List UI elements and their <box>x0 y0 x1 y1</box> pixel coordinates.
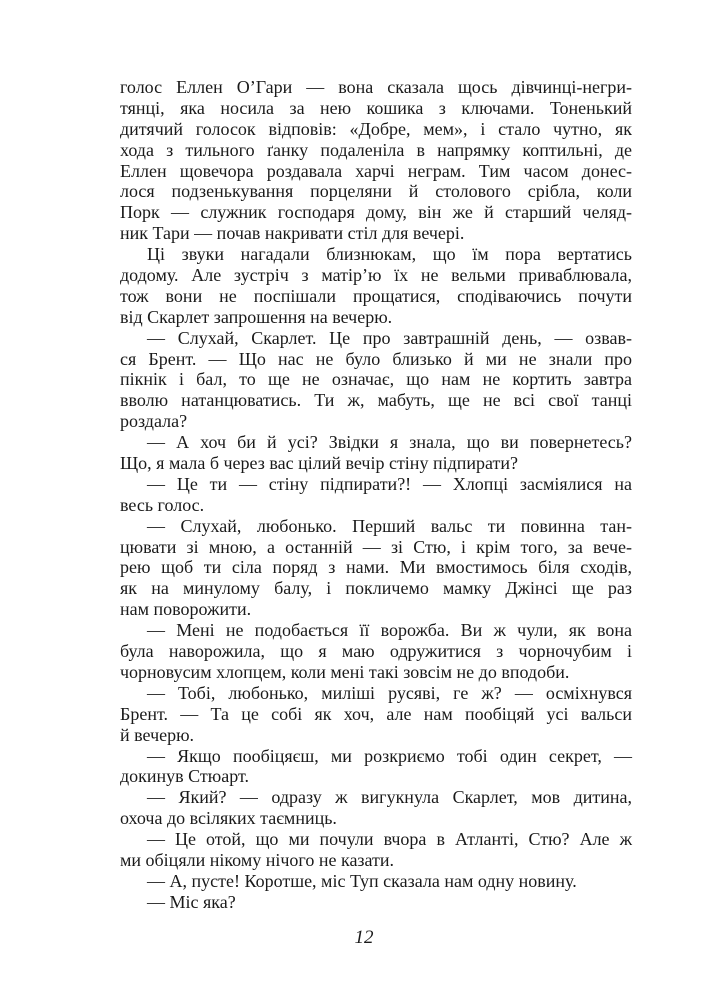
text-line: хода з тильного ґанку подаленіла в напрямку коптильні, де <box>120 139 632 160</box>
text-line: роздала? <box>120 411 188 432</box>
text-line: додому. Але зустріч з матір’ю їх не вельми приваблювала, <box>120 265 632 286</box>
text-line: — Міс яка? <box>147 891 236 912</box>
text-line: й вечерю. <box>120 724 195 745</box>
text-line: — Це ти — стіну підпирати?! — Хлопці засміялися на <box>147 473 632 494</box>
page-number: 12 <box>354 927 374 948</box>
text-line: Брент. — Та це собі як хоч, але нам пообіцяй усі вальси <box>120 703 632 724</box>
paragraph <box>120 829 632 871</box>
text-line: голос Еллен О’Гари — вона сказала щось дівчинці-негри- <box>120 77 632 97</box>
paragraph <box>120 328 632 432</box>
text-line: пікнік і бал, то ще не означає, що нам не кортить завтра <box>120 369 632 390</box>
text-line: Порк — служник господаря дому, він же й старший челяд- <box>120 202 632 223</box>
paragraph <box>120 516 632 620</box>
text-line: вволю натанцюватись. Ти ж, мабуть, ще не всі свої танці <box>120 390 632 411</box>
text-line: Ці звуки нагадали близнюкам, що їм пора вертатись <box>147 244 632 265</box>
paragraph <box>120 871 632 892</box>
paragraph <box>120 77 632 244</box>
paragraph <box>120 746 632 788</box>
text-line: як на минулому балу, і покличемо мамку Джінсі ще раз <box>120 578 632 599</box>
text-line: ся Брент. — Що нас не було близько й ми не знали про <box>120 348 632 369</box>
text-line: була наворожила, що я маю одружитися з чорночубим і <box>120 641 632 662</box>
text-line: тож вони не поспішали прощатися, сподіваючись почути <box>120 285 632 306</box>
paragraph <box>120 620 632 683</box>
text-line: докинув Стюарт. <box>120 766 250 787</box>
text-line: рею щоб ти сіла поряд з нами. Ми вмостимось біля сходів, <box>120 557 632 578</box>
text-line: — Тобі, любонько, миліші русяві, ге ж? — осміхнувся <box>147 682 632 703</box>
text-line: — Якщо пообіцяєш, ми розкриємо тобі один секрет, — <box>147 745 632 766</box>
text-line: цювати зі мною, а останній — зі Стю, і крім того, за вече- <box>120 536 632 557</box>
paragraph <box>120 787 632 829</box>
text-line: Еллен щовечора роздавала харчі неграм. Тим часом донес- <box>120 160 632 181</box>
text-line: тянці, яка носила за нею кошика з ключами. Тоненький <box>120 97 632 118</box>
text-line: від Скарлет запрошення на вечерю. <box>120 306 393 327</box>
text-line: нам поворожити. <box>120 599 252 620</box>
text-line: лося подзенькування порцеляни й столового срібла, коли <box>120 181 632 202</box>
paragraph <box>120 432 632 474</box>
text-line: — Це отой, що ми почули вчора в Атланті, Стю? Але ж <box>147 829 632 850</box>
book-page-text <box>120 77 632 913</box>
text-line: — Слухай, Скарлет. Це про завтрашній день, — озвав- <box>147 327 632 348</box>
text-line: ми обіцяли нікому нічого не казати. <box>120 849 395 870</box>
text-line: — Мені не подобається її ворожба. Ви ж чули, як вона <box>147 620 632 641</box>
text-line: Що, я мала б через вас цілий вечір стіну підпирати? <box>120 453 519 474</box>
paragraph <box>120 474 632 516</box>
paragraph <box>120 683 632 746</box>
text-line: — А хоч би й усі? Звідки я знала, що ви повернетесь? <box>147 432 632 453</box>
text-line: чорновусим хлопцем, коли мені такі зовсім не до вподоби. <box>120 661 570 682</box>
text-line: весь голос. <box>120 494 205 515</box>
text-line: дитячий голосок відповів: «Добре, мем», і стало чутно, як <box>120 118 632 139</box>
paragraph <box>120 244 632 328</box>
text-line: охоча до всіляких таємниць. <box>120 808 337 829</box>
text-line: ник Тари — почав накривати стіл для вечері. <box>120 223 465 244</box>
text-line: — А, пусте! Коротше, міс Туп сказала нам одну новину. <box>147 870 577 891</box>
text-line: — Слухай, любонько. Перший вальс ти повинна тан- <box>147 515 632 536</box>
paragraph <box>120 892 632 913</box>
text-line: — Який? — одразу ж вигукнула Скарлет, мов дитина, <box>147 787 632 808</box>
